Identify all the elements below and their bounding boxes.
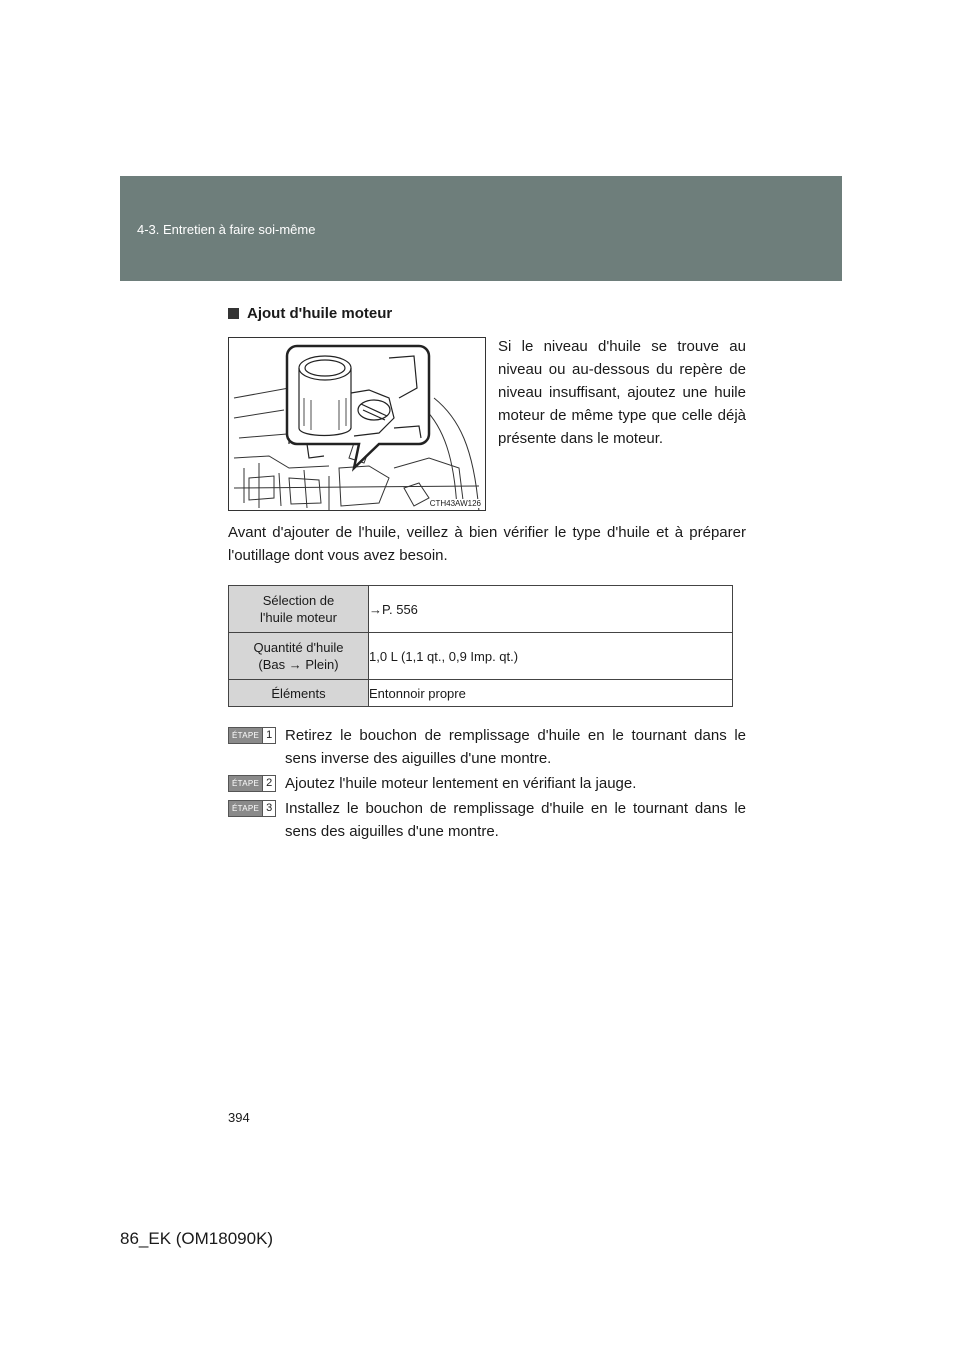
table-row [229, 586, 733, 633]
engine-oil-cap-illustration-icon [229, 338, 486, 511]
section-breadcrumb: 4-3. Entretien à faire soi-même [137, 222, 316, 237]
section-title [228, 305, 392, 322]
step-badge-number: 3 [262, 801, 275, 816]
step-3 [228, 797, 746, 843]
table-label-line: l'huile moteur [260, 610, 337, 625]
table-label-cell [229, 680, 369, 707]
step-badge [228, 800, 276, 817]
table-label-line: Quantité d'huile [253, 640, 344, 655]
page-number: 394 [228, 1110, 250, 1125]
engine-oil-figure [228, 337, 486, 511]
table-label-cell [229, 633, 369, 680]
step-text: Installez le bouchon de remplissage d'huile en le tournant dans le sens des aiguilles d'une montre. [285, 800, 746, 840]
step-badge-word: ÉTAPE [229, 801, 262, 816]
table-row [229, 633, 733, 680]
step-badge-number: 2 [262, 776, 275, 791]
step-badge-word: ÉTAPE [229, 776, 262, 791]
document-code: 86_EK (OM18090K) [120, 1229, 274, 1248]
step-text: Ajoutez l'huile moteur lentement en vérifiant la jauge. [285, 775, 637, 792]
table-value-cell: 1,0 L (1,1 qt., 0,9 Imp. qt.) [369, 633, 733, 680]
table-value-cell: →P. 556 [369, 586, 733, 633]
section-title-text: Ajout d'huile moteur [247, 305, 393, 322]
figure-code: CTH43AW126 [429, 499, 481, 508]
table-row [229, 680, 733, 707]
table-label-line: (Bas → Plein) [258, 657, 339, 672]
oil-info-table [228, 585, 733, 707]
preparation-paragraph: Avant d'ajouter de l'huile, veillez à bien vérifier le type d'huile et à préparer l'outillage dont vous avez besoin. [228, 524, 746, 564]
step-text: Retirez le bouchon de remplissage d'huile en le tournant dans le sens inverse des aiguilles d'une montre. [285, 727, 746, 767]
table-value-cell: Entonnoir propre [369, 680, 733, 707]
table-label-cell [229, 586, 369, 633]
intro-text: Si le niveau d'huile se trouve au niveau ou au-dessous du repère de niveau insuffisant, ajoutez une huile moteur de même type que celle déjà présente dans le moteur. [498, 338, 746, 447]
step-badge [228, 775, 276, 792]
square-bullet-icon [228, 308, 239, 319]
step-badge-word: ÉTAPE [229, 728, 262, 743]
table-label-line: Éléments [271, 685, 326, 701]
step-badge-number: 1 [262, 728, 275, 743]
table-label-line: Sélection de [262, 593, 335, 608]
step-badge [228, 727, 276, 744]
step-1 [228, 724, 746, 770]
step-2 [228, 772, 746, 795]
